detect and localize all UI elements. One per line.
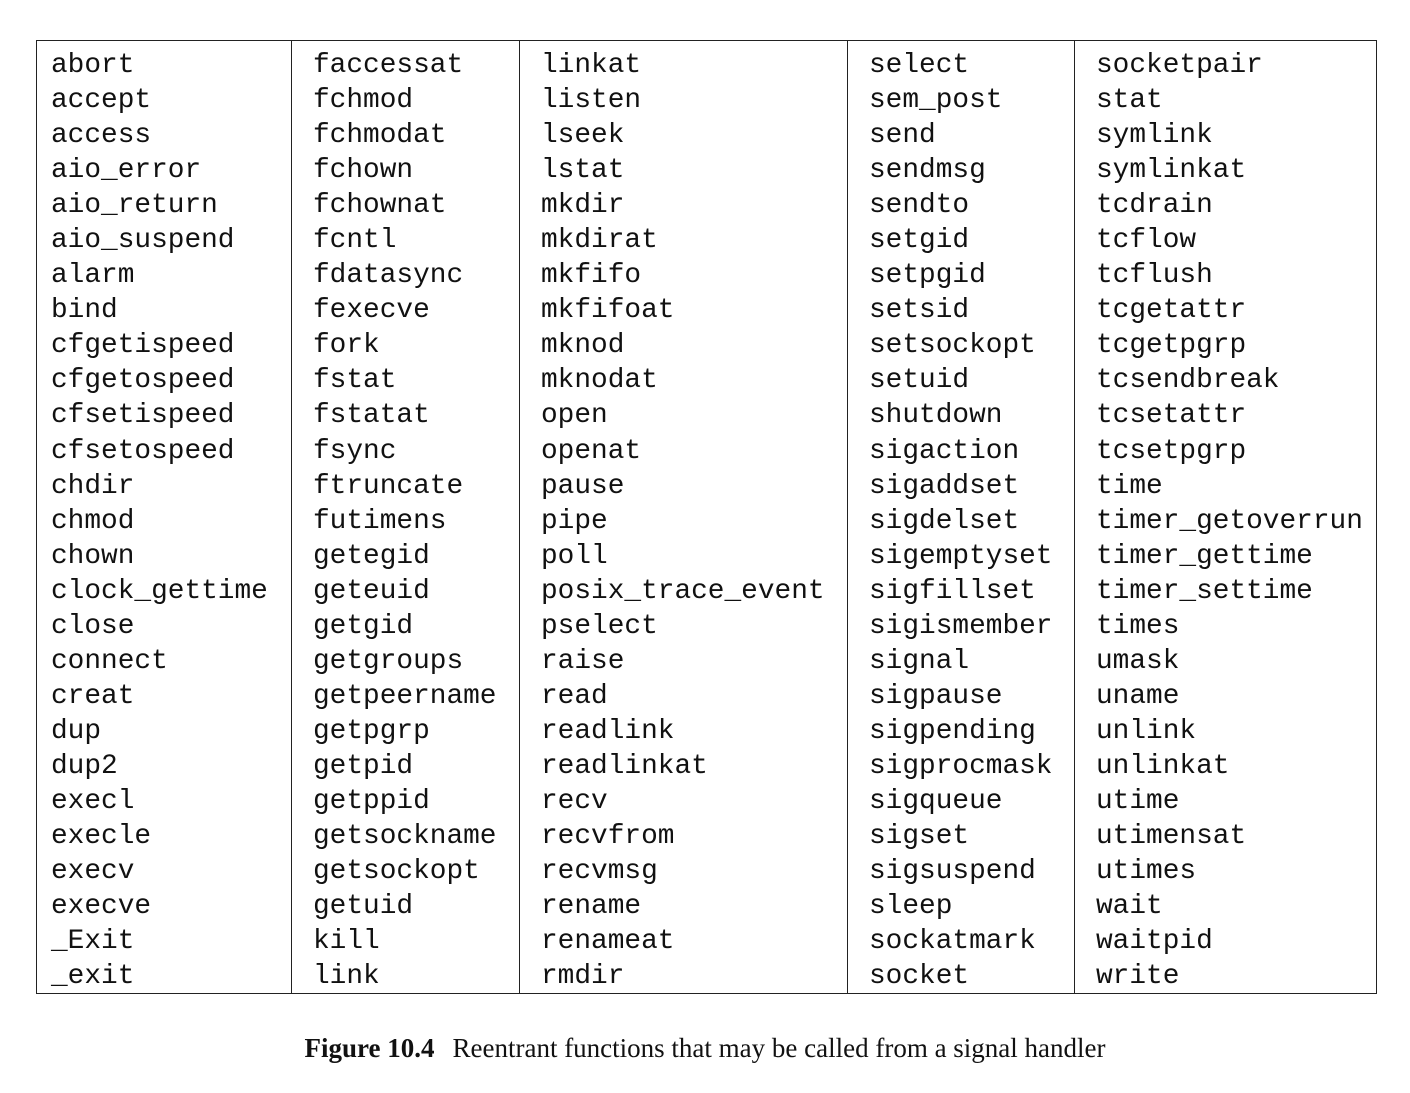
function-name: getsockopt bbox=[313, 856, 480, 888]
function-name: sigqueue bbox=[869, 785, 1003, 817]
function-name: sigset bbox=[869, 821, 970, 853]
function-name: kill bbox=[313, 926, 380, 958]
function-name: mknod bbox=[541, 330, 625, 362]
function-name: umask bbox=[1096, 645, 1180, 677]
function-name: getpid bbox=[313, 750, 414, 782]
function-name: recvmsg bbox=[541, 856, 658, 888]
function-name: wait bbox=[1096, 891, 1163, 923]
function-name: select bbox=[869, 50, 970, 81]
function-name: utimes bbox=[1096, 856, 1197, 888]
function-name: sigprocmask bbox=[869, 750, 1053, 782]
function-name: waitpid bbox=[1096, 926, 1213, 958]
table-column-5 bbox=[1074, 41, 1376, 993]
function-name: chdir bbox=[51, 470, 135, 502]
function-name: pselect bbox=[541, 610, 658, 642]
function-name: write bbox=[1096, 961, 1180, 993]
function-name: execle bbox=[51, 821, 152, 853]
function-name: sigsuspend bbox=[869, 856, 1036, 888]
function-name: faccessat bbox=[313, 50, 464, 81]
function-name: poll bbox=[541, 540, 608, 572]
function-name: geteuid bbox=[313, 575, 430, 607]
function-name: mkdirat bbox=[541, 225, 658, 257]
function-name: sigfillset bbox=[869, 575, 1036, 607]
function-name: connect bbox=[51, 645, 168, 677]
function-name: utime bbox=[1096, 785, 1180, 817]
function-name: _Exit bbox=[51, 926, 135, 958]
function-name: openat bbox=[541, 435, 642, 467]
function-name: posix_trace_event bbox=[541, 575, 825, 607]
function-name: socketpair bbox=[1096, 50, 1263, 81]
table-column-3 bbox=[519, 41, 847, 993]
table-column-4 bbox=[847, 41, 1074, 993]
function-name: send bbox=[869, 120, 936, 152]
table-column-1 bbox=[37, 41, 291, 993]
function-name: sendto bbox=[869, 190, 970, 222]
function-name: timer_getoverrun bbox=[1096, 505, 1363, 537]
function-name: sigaction bbox=[869, 435, 1020, 467]
function-name: times bbox=[1096, 610, 1180, 642]
function-name: mknodat bbox=[541, 365, 658, 397]
function-name: recv bbox=[541, 785, 608, 817]
function-name: fdatasync bbox=[313, 260, 464, 292]
function-name: fstat bbox=[313, 365, 397, 397]
function-name: mkdir bbox=[541, 190, 625, 222]
function-name: aio_return bbox=[51, 190, 218, 222]
function-name: sigemptyset bbox=[869, 540, 1053, 572]
function-name: pause bbox=[541, 470, 625, 502]
function-name: linkat bbox=[541, 50, 642, 81]
function-name: ftruncate bbox=[313, 470, 464, 502]
function-name: unlink bbox=[1096, 715, 1197, 747]
function-name: fcntl bbox=[313, 225, 397, 257]
function-name: futimens bbox=[313, 505, 447, 537]
function-name: sem_post bbox=[869, 85, 1003, 117]
function-name: accept bbox=[51, 85, 152, 117]
function-name: rmdir bbox=[541, 961, 625, 993]
function-name: execv bbox=[51, 856, 135, 888]
function-name: execve bbox=[51, 891, 152, 923]
function-name: getgid bbox=[313, 610, 414, 642]
function-name: sigpause bbox=[869, 680, 1003, 712]
function-name: time bbox=[1096, 470, 1163, 502]
function-name: aio_suspend bbox=[51, 225, 235, 257]
function-name: setsid bbox=[869, 295, 970, 327]
function-name: sockatmark bbox=[869, 926, 1036, 958]
function-name: getpeername bbox=[313, 680, 497, 712]
function-name: cfgetispeed bbox=[51, 330, 235, 362]
function-name: getgroups bbox=[313, 645, 464, 677]
function-name: tcsetattr bbox=[1096, 400, 1247, 432]
function-name: fchown bbox=[313, 155, 414, 187]
function-name: tcgetattr bbox=[1096, 295, 1247, 327]
function-name: fsync bbox=[313, 435, 397, 467]
function-name: readlinkat bbox=[541, 750, 708, 782]
function-name: read bbox=[541, 680, 608, 712]
function-name: sigaddset bbox=[869, 470, 1020, 502]
function-name: chmod bbox=[51, 505, 135, 537]
function-name: cfgetospeed bbox=[51, 365, 235, 397]
function-name: renameat bbox=[541, 926, 675, 958]
function-name: creat bbox=[51, 680, 135, 712]
function-name: sleep bbox=[869, 891, 953, 923]
function-name: timer_gettime bbox=[1096, 540, 1313, 572]
function-name: getsockname bbox=[313, 821, 497, 853]
function-name: tcdrain bbox=[1096, 190, 1213, 222]
function-name: listen bbox=[541, 85, 642, 117]
function-name: chown bbox=[51, 540, 135, 572]
function-name: cfsetospeed bbox=[51, 435, 235, 467]
function-name: getuid bbox=[313, 891, 414, 923]
function-name: getegid bbox=[313, 540, 430, 572]
function-name: alarm bbox=[51, 260, 135, 292]
function-name: sigpending bbox=[869, 715, 1036, 747]
function-name: cfsetispeed bbox=[51, 400, 235, 432]
function-name: dup bbox=[51, 715, 102, 747]
function-name: abort bbox=[51, 50, 135, 81]
function-name: fchmodat bbox=[313, 120, 447, 152]
function-name: sigismember bbox=[869, 610, 1053, 642]
function-name: sigdelset bbox=[869, 505, 1020, 537]
function-name: open bbox=[541, 400, 608, 432]
function-name: tcgetpgrp bbox=[1096, 330, 1247, 362]
function-name: fchmod bbox=[313, 85, 414, 117]
function-name: lstat bbox=[541, 155, 625, 187]
figure-caption bbox=[0, 1030, 1410, 1066]
function-name: close bbox=[51, 610, 135, 642]
function-name: stat bbox=[1096, 85, 1163, 117]
function-name: access bbox=[51, 120, 152, 152]
function-name: fstatat bbox=[313, 400, 430, 432]
function-name: mkfifoat bbox=[541, 295, 675, 327]
function-name: symlink bbox=[1096, 120, 1213, 152]
function-name: symlinkat bbox=[1096, 155, 1247, 187]
function-name: sendmsg bbox=[869, 155, 986, 187]
function-name: _exit bbox=[51, 961, 135, 993]
function-name: raise bbox=[541, 645, 625, 677]
function-name: rename bbox=[541, 891, 642, 923]
function-name: timer_settime bbox=[1096, 575, 1313, 607]
function-name: setpgid bbox=[869, 260, 986, 292]
function-name: tcsetpgrp bbox=[1096, 435, 1247, 467]
function-name: fork bbox=[313, 330, 380, 362]
function-name: readlink bbox=[541, 715, 675, 747]
function-name: unlinkat bbox=[1096, 750, 1230, 782]
table-column-2 bbox=[291, 41, 519, 993]
function-name: signal bbox=[869, 645, 970, 677]
function-name: execl bbox=[51, 785, 135, 817]
function-name: socket bbox=[869, 961, 970, 993]
function-name: dup2 bbox=[51, 750, 118, 782]
function-name: tcsendbreak bbox=[1096, 365, 1280, 397]
function-name: lseek bbox=[541, 120, 625, 152]
function-name: pipe bbox=[541, 505, 608, 537]
function-name: getpgrp bbox=[313, 715, 430, 747]
function-name: fchownat bbox=[313, 190, 447, 222]
function-name: link bbox=[313, 961, 380, 993]
function-name: shutdown bbox=[869, 400, 1003, 432]
function-name: tcflow bbox=[1096, 225, 1197, 257]
function-name: getppid bbox=[313, 785, 430, 817]
function-name: setsockopt bbox=[869, 330, 1036, 362]
function-name: fexecve bbox=[313, 295, 430, 327]
function-name: bind bbox=[51, 295, 118, 327]
function-name: clock_gettime bbox=[51, 575, 268, 607]
function-name: setuid bbox=[869, 365, 970, 397]
function-table bbox=[36, 40, 1377, 994]
function-name: aio_error bbox=[51, 155, 202, 187]
function-name: uname bbox=[1096, 680, 1180, 712]
function-name: tcflush bbox=[1096, 260, 1213, 292]
function-name: mkfifo bbox=[541, 260, 642, 292]
function-name: setgid bbox=[869, 225, 970, 257]
figure-caption-text: Reentrant functions that may be called from a signal handler bbox=[452, 1033, 1106, 1063]
figure-label: Figure 10.4 bbox=[304, 1033, 435, 1063]
function-name: utimensat bbox=[1096, 821, 1247, 853]
function-name: recvfrom bbox=[541, 821, 675, 853]
